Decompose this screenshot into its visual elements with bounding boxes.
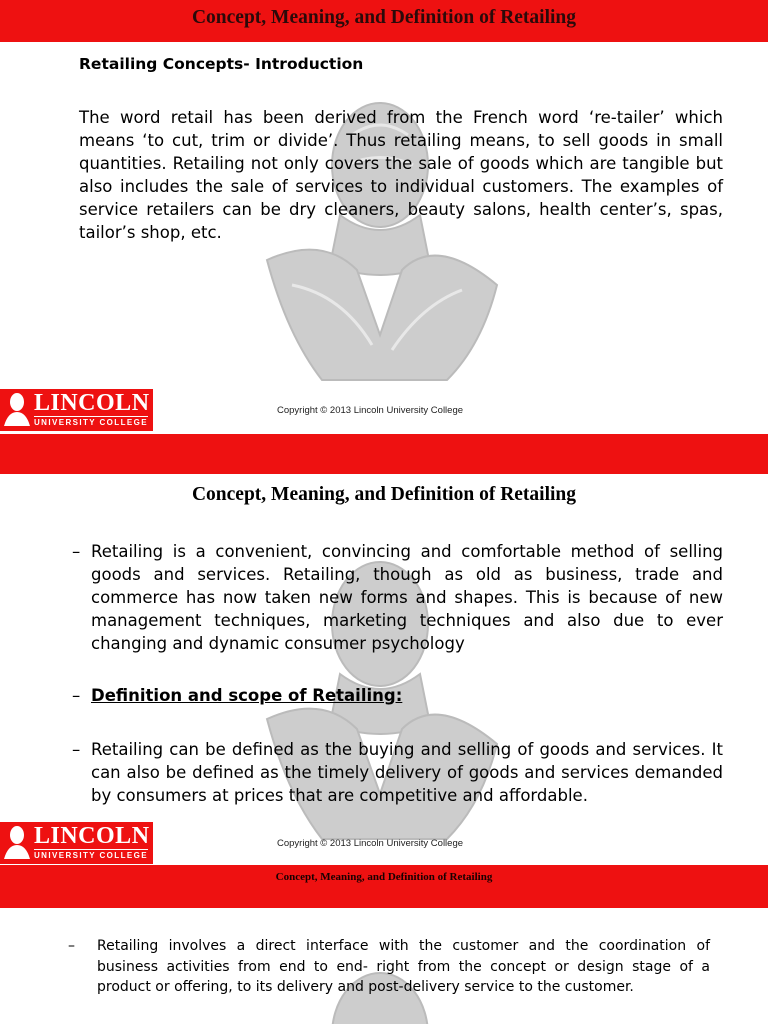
slide-1 xyxy=(0,0,768,434)
logo-bust-icon xyxy=(2,825,32,861)
slide-2 xyxy=(0,434,768,865)
bullet-item xyxy=(72,540,723,655)
bullet-dash: – xyxy=(72,740,81,759)
title-bar xyxy=(0,0,768,42)
bullet-dash: – xyxy=(72,686,81,705)
subheading: Retailing Concepts- Introduction xyxy=(79,55,364,73)
bullet-text: Retailing can be defined as the buying and selling of goods and services. It can also be defined as the timely delivery of goods and services demanded by consumers at prices that are competitive and affordable. xyxy=(91,740,723,805)
slide-title: Concept, Meaning, and Definition of Retailing xyxy=(275,871,493,883)
bullet-text: Retailing is a convenient, convincing and comfortable method of selling goods and services. Retailing, though as old as business, trade and commerce has now taken new forms and shapes. This is because of new management techniques, marketing techniques and also due to ever changing and dynamic consumer psychology xyxy=(91,542,723,653)
bullet-text-heading: Definition and scope of Retailing: xyxy=(91,686,403,705)
slide-title: Concept, Meaning, and Definition of Retailing xyxy=(191,484,577,505)
bullet-dash: – xyxy=(68,938,75,954)
bullet-text: Retailing involves a direct interface with the customer and the coordination of business activities from end to end- right from the concept or design stage of a product or offering, to its delivery and post-delivery service to the customer. xyxy=(97,938,710,995)
intro-paragraph: The word retail has been derived from the French word ‘re-tailer’ which means ‘to cut, trim or divide’. Thus retailing means, to sell goods in small quantities. Retailing not only covers the sale of goods which are tangible but also includes the sale of services to individual customers. The examples of service retailers can be dry cleaners, beauty salons, health center’s, spas, tailor’s shop, etc. xyxy=(79,108,723,242)
top-bar xyxy=(0,434,768,474)
logo-subtext: UNIVERSITY COLLEGE xyxy=(34,418,148,427)
logo-text: LINCOLN xyxy=(34,823,150,849)
copyright: Copyright © 2013 Lincoln University College xyxy=(277,838,464,849)
title-bar xyxy=(0,865,768,908)
lincoln-logo xyxy=(0,389,153,431)
logo-bust-icon xyxy=(2,392,32,428)
lincoln-logo xyxy=(0,822,153,864)
copyright: Copyright © 2013 Lincoln University College xyxy=(277,405,464,416)
slide-title: Concept, Meaning, and Definition of Retailing xyxy=(191,7,577,28)
logo-text: LINCOLN xyxy=(34,390,150,416)
bullet-item xyxy=(68,936,710,998)
slide-3 xyxy=(0,865,768,1024)
bullet-item xyxy=(72,684,723,707)
bullet-dash: – xyxy=(72,542,81,561)
logo-subtext: UNIVERSITY COLLEGE xyxy=(34,851,148,860)
bullet-item xyxy=(72,738,723,807)
